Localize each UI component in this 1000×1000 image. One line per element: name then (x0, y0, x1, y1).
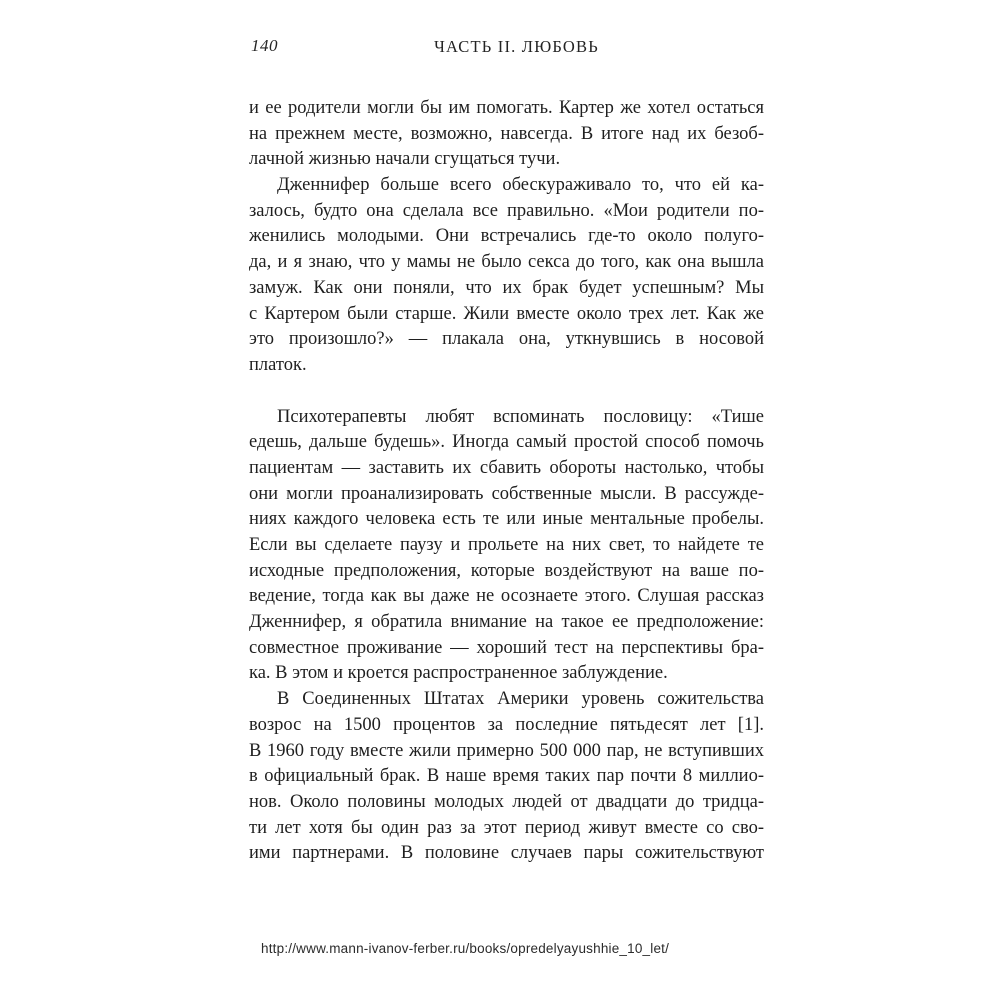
text-line: Дженнифер, я обратила внимание на такое ее предположение: (249, 612, 764, 633)
text-line: пациентам — заставить их сбавить обороты настолько, чтобы (249, 457, 764, 478)
text-line: совместное проживание — хороший тест на перспективы бра- (249, 637, 764, 658)
body-text (249, 96, 764, 867)
text-line: замуж. Как они поняли, что их брак будет успешным? Мы (249, 277, 764, 298)
text-line: залось, будто она сделала все правильно. «Мои родители по- (249, 200, 764, 221)
paragraph (249, 96, 764, 173)
text-line: В Соединенных Штатах Америки уровень сожительства (277, 689, 764, 710)
text-line: лачной жизнью начали сгущаться тучи. (249, 149, 561, 170)
paragraph (249, 405, 764, 688)
text-line: с Картером были старше. Жили вместе около трех лет. Как же (249, 303, 764, 324)
page-header (249, 36, 764, 58)
text-line: Психотерапевты любят вспоминать пословицу: «Тише (277, 406, 764, 427)
text-line: ка. В этом и кроется распространенное заблуждение. (249, 663, 668, 684)
text-line: они могли проанализировать собственные мысли. В рассужде- (249, 483, 764, 504)
text-line: возрос на 1500 процентов за последние пятьдесят лет [1]. (249, 714, 764, 735)
text-line: платок. (249, 354, 307, 375)
text-line: да, и я знаю, что у мамы не было секса до того, как она вышла (249, 252, 764, 273)
paragraph (249, 687, 764, 867)
text-line: едешь, дальше будешь». Иногда самый простой способ помочь (249, 432, 764, 453)
text-line: ниях каждого человека есть те или иные ментальные пробелы. (249, 509, 764, 530)
paragraph (249, 173, 764, 379)
text-line: ими партнерами. В половине случаев пары сожительствуют (249, 843, 764, 864)
running-head: ЧАСТЬ II. ЛЮБОВЬ (434, 37, 599, 56)
text-line: и ее родители могли бы им помогать. Картер же хотел остаться (249, 98, 764, 118)
footer-url: http://www.mann-ivanov-ferber.ru/books/opredelyayushhie_10_let/ (261, 941, 670, 956)
text-line: Если вы сделаете паузу и прольете на них свет, то найдете те (249, 535, 764, 555)
text-line: нов. Около половины молодых людей от двадцати до тридца- (249, 791, 764, 812)
text-line: в официальный брак. В наше время таких пар почти 8 миллио- (249, 766, 764, 787)
text-line: это произошло?» — плакала она, уткнувшись в носовой (249, 329, 764, 350)
text-line: исходные предположения, которые воздействуют на ваше по- (249, 560, 764, 581)
text-line: Дженнифер больше всего обескураживало то, что ей ка- (277, 175, 764, 196)
text-line: ведение, тогда как вы даже не осознаете этого. Слушая рассказ (249, 586, 764, 607)
text-line: женились молодыми. Они встречались где-то около полуго- (249, 226, 764, 247)
text-line: на прежнем месте, возможно, навсегда. В итоге над их безоб- (249, 123, 764, 144)
text-line: В 1960 году вместе жили примерно 500 000 пар, не вступивших (249, 740, 764, 761)
page-number: 140 (251, 36, 278, 55)
text-line: ти лет хотя бы один раз за этот период живут вместе со сво- (249, 817, 764, 838)
